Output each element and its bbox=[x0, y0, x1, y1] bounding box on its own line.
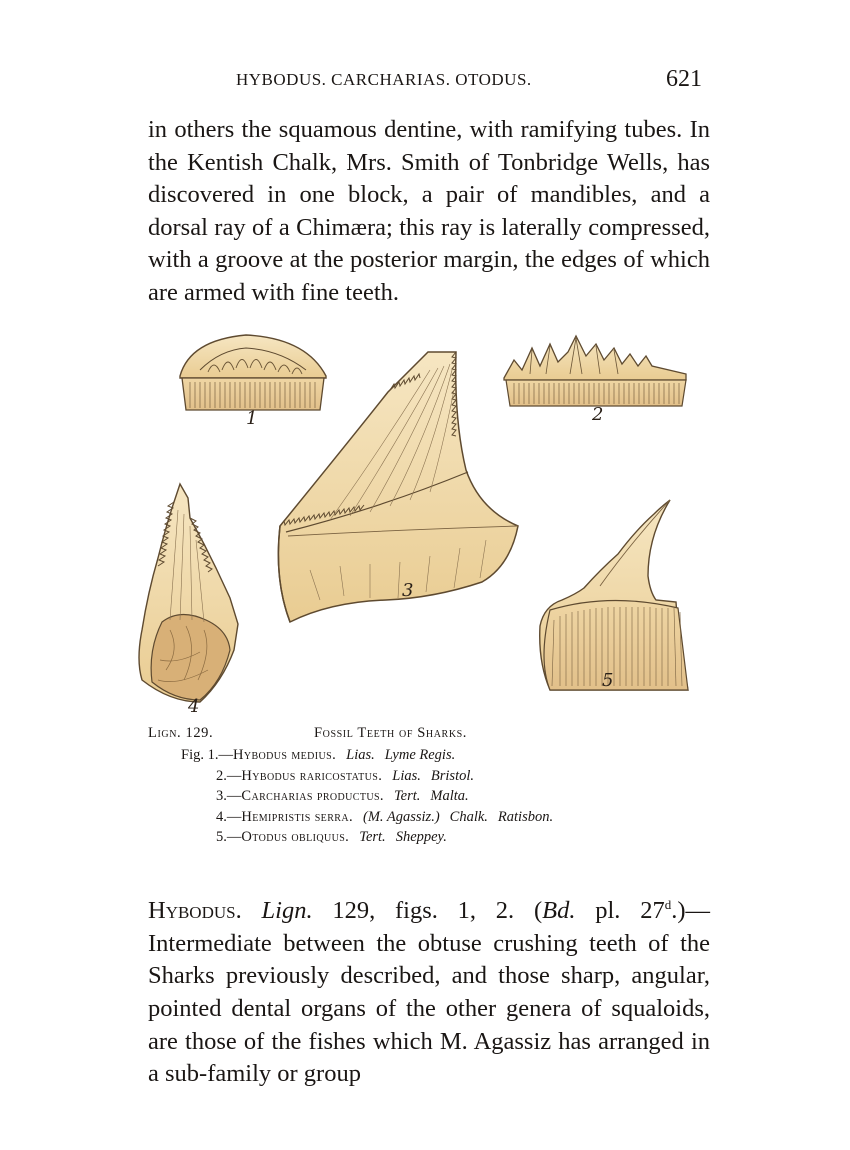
figure-label-1: 1 bbox=[246, 408, 258, 429]
running-head bbox=[236, 66, 716, 96]
teeth-illustration bbox=[130, 330, 710, 725]
caption-title: Fossil Teeth of Sharks. bbox=[314, 725, 468, 741]
page-number: 621 bbox=[666, 66, 702, 92]
paragraph-bottom: Hybodus. Lign. 129, figs. 1, 2. (Bd. pl. 27$^d$.)— Intermediate between the obtuse crushing teeth of the Sharks previously described, and those sharp, angular, pointed dental organs of the other genera of squaloids, are those of the fishes which M. Agassiz has arranged in a sub-family or group bbox=[148, 897, 711, 1088]
caption-entry-num: 2.— bbox=[216, 767, 242, 784]
tooth-2-hybodus-raricostatus bbox=[504, 336, 686, 406]
caption-entry-4 bbox=[148, 807, 708, 828]
lign-reference-italic: Lign. bbox=[261, 897, 313, 925]
caption-entry-formation: Tert. bbox=[359, 829, 386, 845]
caption-entry-2 bbox=[148, 766, 708, 787]
tooth-4-hemipristis-serra bbox=[139, 484, 238, 702]
caption-entry-formation: Lias. bbox=[346, 747, 375, 763]
bd-reference-end: .)— bbox=[671, 897, 711, 925]
caption-entry-formation: Tert. bbox=[393, 788, 421, 804]
figure-label-2: 2 bbox=[592, 404, 604, 425]
figure-caption bbox=[148, 723, 708, 848]
caption-entry-locality: Ratisbon. bbox=[497, 808, 554, 825]
paragraph-top: in others the squamous dentine, with ramifying tubes. In the Kentish Chalk, Mrs. Smith of Tonbridge Wells, has discovered in one block, a pair of mandibles, and a dorsal ray of a Chimæra; this ray is laterally compressed, with a groove at the posterior margin, the edges of which are armed with fine teeth. bbox=[148, 116, 710, 306]
caption-entry-species: Hybodus medius. bbox=[232, 747, 337, 763]
caption-entry-authority: (M. Agassiz.) bbox=[362, 808, 440, 825]
caption-entry-3 bbox=[148, 786, 708, 807]
figure-label-3: 3 bbox=[402, 580, 414, 601]
lign-reference-text: 129, figs. 1, 2. bbox=[332, 897, 515, 925]
caption-entry-formation: Lias. bbox=[392, 767, 421, 784]
caption-entry-num: 4.— bbox=[216, 808, 242, 825]
caption-entry-locality: Malta. bbox=[430, 788, 469, 804]
bd-reference-italic: Bd. bbox=[542, 897, 576, 925]
caption-entry-locality: Lyme Regis. bbox=[384, 747, 456, 763]
caption-entry-formation: Chalk. bbox=[449, 808, 488, 825]
caption-entry-species: Hemipristis serra. bbox=[241, 808, 353, 825]
caption-entry-1 bbox=[148, 745, 708, 766]
bd-reference-text: pl. 27 bbox=[595, 897, 665, 925]
figure-label-5: 5 bbox=[602, 670, 614, 691]
caption-entry-num: 5.— bbox=[216, 829, 242, 845]
caption-heading bbox=[148, 723, 708, 745]
caption-entry-locality: Bristol. bbox=[430, 767, 475, 784]
caption-entry-species: Otodus obliquus. bbox=[241, 829, 350, 845]
paragraph-bottom-body: Intermediate between the obtuse crushing teeth of the Sharks previously described, and those sharp, angular, pointed dental organs of the other genera of squaloids, are those of the fishes which M. Agassiz has arranged in a sub-family or group bbox=[148, 929, 710, 1088]
caption-entry-5 bbox=[148, 827, 708, 848]
caption-entry-species: Hybodus raricostatus. bbox=[241, 767, 383, 784]
figure-label-4: 4 bbox=[188, 696, 200, 717]
caption-entry-locality: Sheppey. bbox=[395, 829, 447, 845]
tooth-1-hybodus-medius bbox=[180, 335, 326, 410]
caption-entry-num: Fig. 1.— bbox=[181, 747, 233, 763]
section-lead-word: Hybodus. bbox=[148, 897, 242, 925]
caption-entry-species: Carcharias productus. bbox=[241, 788, 384, 804]
bd-reference-superscript: d bbox=[664, 897, 672, 912]
figure-shark-teeth bbox=[130, 330, 710, 725]
running-head-title: HYBODUS. CARCHARIAS. OTODUS. bbox=[236, 70, 532, 89]
caption-entry-num: 3.— bbox=[216, 788, 242, 804]
caption-plate-number: Lign. 129. bbox=[148, 725, 214, 741]
tooth-5-otodus-obliquus bbox=[540, 500, 688, 690]
